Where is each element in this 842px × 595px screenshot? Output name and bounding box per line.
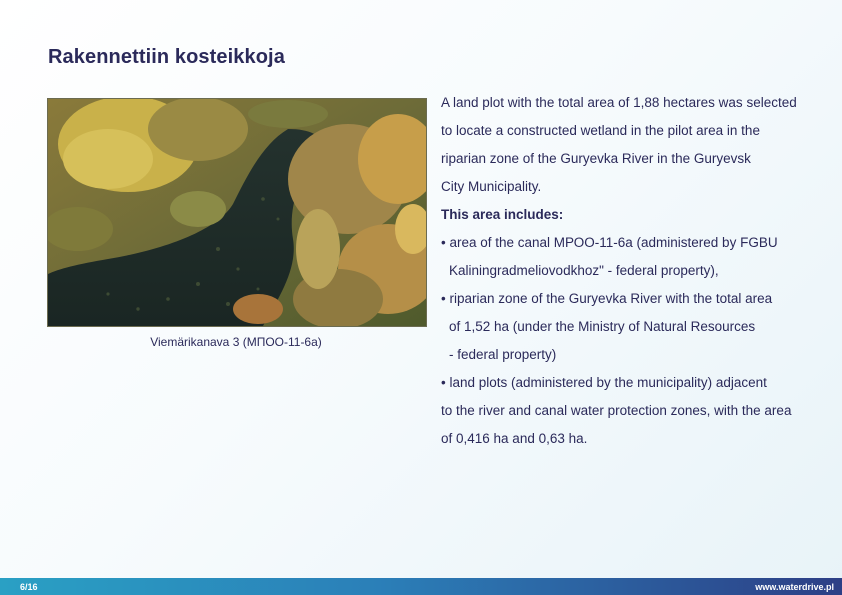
body-subheading: This area includes:	[441, 207, 564, 222]
website-link[interactable]: www.waterdrive.pl	[755, 582, 834, 592]
aerial-photo	[47, 98, 427, 327]
aerial-photo-illustration	[48, 99, 426, 326]
page-number: 6/16	[20, 582, 38, 592]
body-line: to the river and canal water protection zones, with the area	[441, 403, 792, 418]
bullet-item: • area of the canal МРОО-11-6а (administered by FGBU	[441, 235, 778, 250]
body-line: to locate a constructed wetland in the pilot area in the	[441, 123, 760, 138]
body-line: of 0,416 ha and 0,63 ha.	[441, 431, 588, 446]
body-text	[441, 89, 826, 453]
photo-caption: Viemärikanava 3 (МПОО-11-6а)	[150, 335, 322, 349]
slide-title: Rakennettiin kosteikkoja	[48, 46, 285, 68]
body-line: of 1,52 ha (under the Ministry of Natural Resources	[449, 319, 756, 334]
body-line: Kaliningradmeliovodkhoz" - federal property),	[449, 263, 719, 278]
bullet-item: • land plots (administered by the municipality) adjacent	[441, 375, 767, 390]
body-line: riparian zone of the Guryevka River in the Guryevsk	[441, 151, 751, 166]
body-line: - federal property)	[449, 347, 557, 362]
bullet-item: • riparian zone of the Guryevka River with the total area	[441, 291, 773, 306]
body-line: A land plot with the total area of 1,88 hectares was selected	[441, 95, 797, 110]
footer-bar	[0, 578, 842, 595]
body-line: City Municipality.	[441, 179, 542, 194]
